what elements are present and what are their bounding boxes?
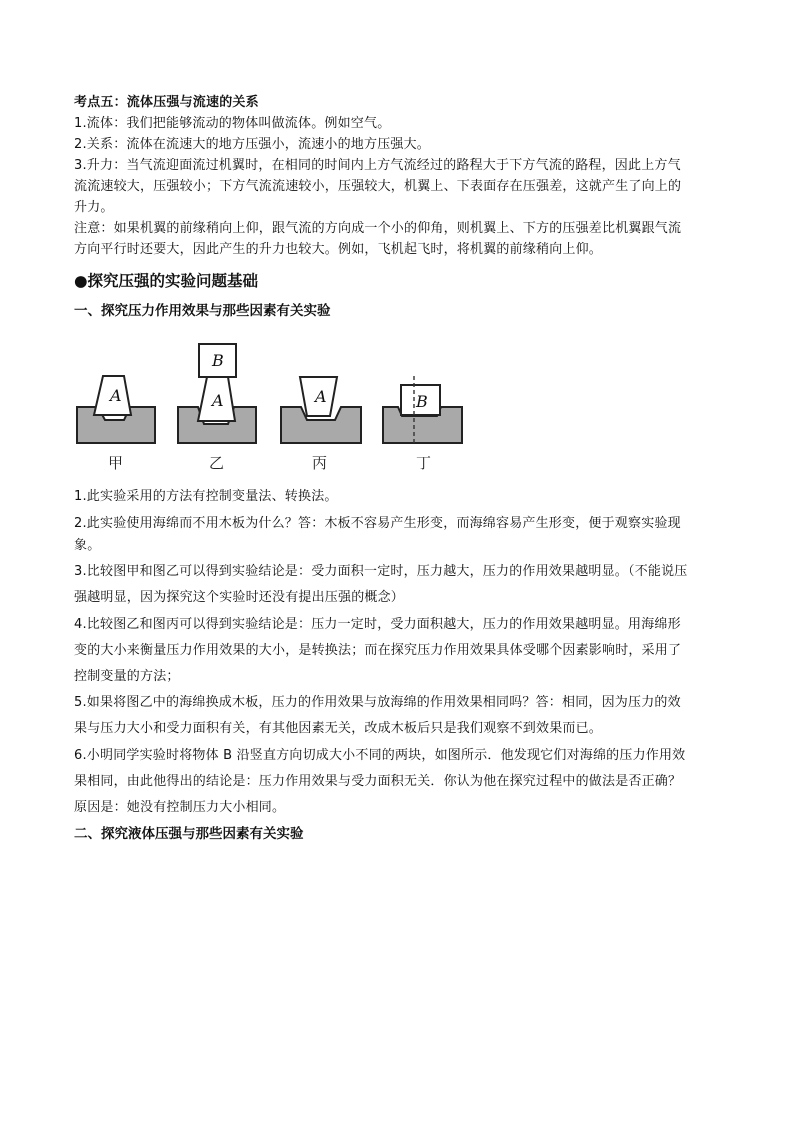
experiments-title: ●探究压强的实验问题基础: [74, 272, 259, 290]
caption-bing: 丙: [312, 454, 328, 472]
figure-ding: [383, 376, 462, 472]
item-3-line-2: 强越明显，因为探究这个实验时还没有提出压强的概念）: [74, 590, 405, 605]
section5-heading: 考点五：流体压强与流速的关系: [74, 95, 259, 110]
part1-title: 一、探究压力作用效果与那些因素有关实验: [74, 303, 331, 319]
caption-jia: 甲: [108, 454, 124, 472]
document-page: [74, 92, 722, 845]
item-4-line-2: 变的大小来衡量压力作用效果的大小，是转换法；而在探究压力作用效果具体受哪个因素影响时，采用了: [74, 642, 682, 658]
item-6-line-3: 原因是：她没有控制压力大小相同。: [74, 799, 286, 815]
item-2-line-2: 象。: [74, 537, 101, 553]
item-4-line-3: 控制变量的方法；: [74, 668, 180, 684]
label-b-yi: B: [212, 351, 224, 370]
note-line-2: 方向平行时还要大，因此产生的升力也较大。例如，飞机起飞时，将机翼的前缘稍向上仰。: [74, 242, 603, 257]
figure-bing: [281, 377, 361, 472]
item-3-line-1: 3.比较图甲和图乙可以得到实验结论是：受力面积一定时，压力越大，压力的作用效果越明显。（不能说压: [74, 564, 688, 579]
sponge-figure-svg: [74, 340, 482, 472]
item-1: 1.此实验采用的方法有控制变量法、转换法。: [74, 489, 338, 504]
caption-ding: 丁: [416, 454, 432, 472]
label-a-bing: A: [315, 387, 327, 406]
experiment-items: [74, 486, 722, 819]
label-a-yi: A: [212, 391, 224, 410]
caption-yi: 乙: [209, 454, 225, 472]
sponge-experiment-figure: [74, 340, 482, 472]
item-2-line-1: 2.此实验使用海绵而不用木板为什么？答：木板不容易产生形变，而海绵容易产生形变，便于观察实验现: [74, 515, 681, 531]
item-5-line-1: 5.如果将图乙中的海绵换成木板，压力的作用效果与放海绵的作用效果相同吗？答：相同，因为压力的效: [74, 695, 681, 710]
pressure-velocity-relation: 2.关系：流体在流速大的地方压强小，流速小的地方压强大。: [74, 137, 431, 152]
item-2: [74, 513, 722, 557]
item-3: [74, 561, 722, 609]
item-5: [74, 692, 722, 740]
fluid-definition: 1.流体：我们把能够流动的物体叫做流体。例如空气。: [74, 116, 391, 131]
item-5-line-2: 果与压力大小和受力面积有关，有其他因素无关，改成木板后只是我们观察不到效果而已。: [74, 721, 603, 736]
figure-jia: [77, 376, 155, 472]
item-6-line-1: 6.小明同学实验时将物体 B 沿竖直方向切成大小不同的两块，如图所示．他发现它们对海绵的压力作用效: [74, 747, 686, 763]
item-6-line-2: 果相同，由此他得出的结论是：压力作用效果与受力面积无关．你认为他在探究过程中的做法是否正确？: [74, 773, 682, 789]
lift-line-3: 升力。: [74, 200, 114, 215]
figure-yi: [178, 344, 256, 472]
lift-line-2: 流流速较大，压强较小；下方气流流速较小，压强较大，机翼上、下表面存在压强差，这就产生了向上的: [74, 179, 682, 194]
item-4-line-1: 4.比较图乙和图丙可以得到实验结论是：压力一定时，受力面积越大，压力的作用效果越明显。用海绵形: [74, 616, 681, 632]
item-4: [74, 614, 722, 688]
lift-line-1: 3.升力：当气流迎面流过机翼时，在相同的时间内上方气流经过的路程大于下方气流的路程，因此上方气: [74, 158, 681, 173]
label-b-ding: B: [416, 392, 428, 411]
item-6: [74, 745, 722, 819]
note-line-1: 注意：如果机翼的前缘稍向上仰，跟气流的方向成一个小的仰角，则机翼上、下方的压强差比机翼跟气流: [74, 221, 682, 236]
part2-title: 二、探究液体压强与那些因素有关实验: [74, 826, 304, 842]
label-a-jia: A: [110, 386, 122, 405]
